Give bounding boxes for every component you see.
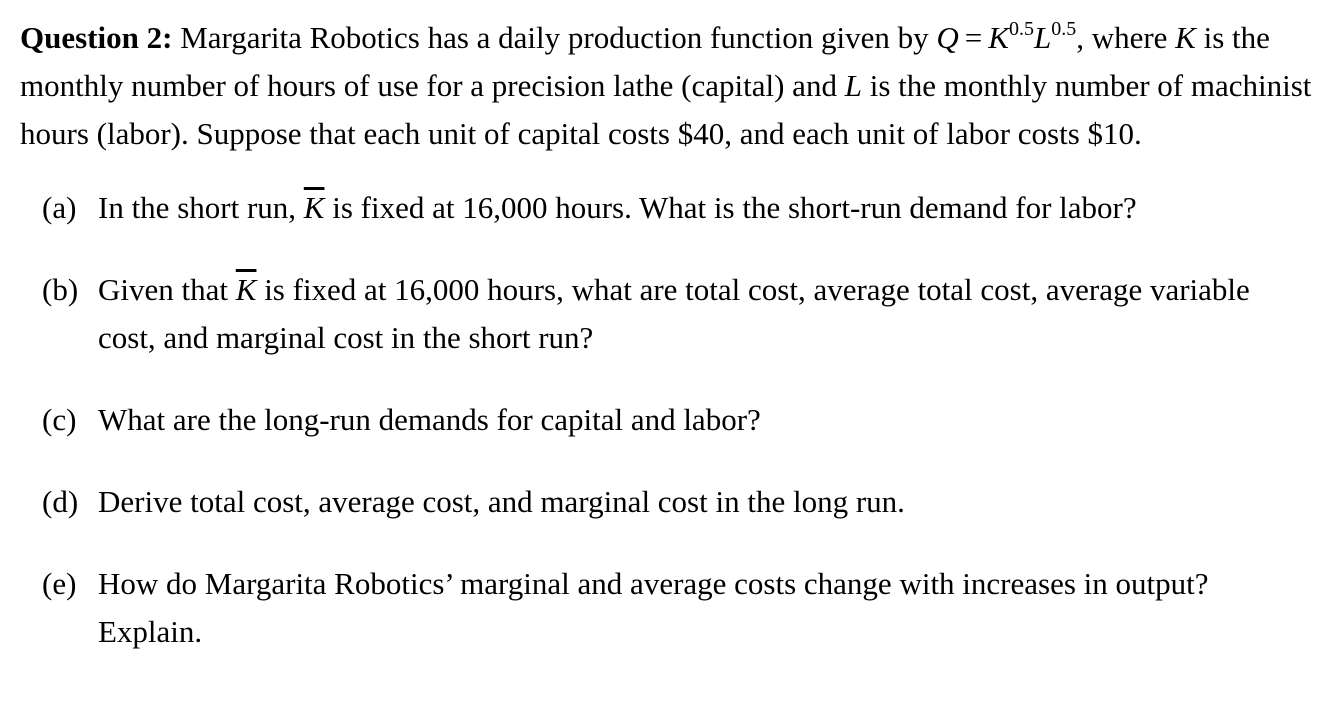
equation-equals: = bbox=[964, 20, 983, 55]
text-is-the: is the bbox=[869, 68, 937, 103]
part-b-pre: Given that bbox=[98, 272, 228, 307]
equation-comma: , bbox=[1076, 20, 1084, 55]
part-e bbox=[20, 560, 1315, 656]
part-a bbox=[20, 184, 1315, 232]
variable-l: L bbox=[844, 68, 862, 103]
document bbox=[20, 14, 1315, 656]
part-d bbox=[20, 478, 1315, 526]
text-labor: monthly number of machinist hours (labor). Suppose that each unit of capital costs $40, bbox=[20, 68, 1312, 151]
part-e-label: (e) bbox=[42, 566, 77, 601]
part-b bbox=[20, 266, 1315, 362]
question-intro: Margarita Robotics has a daily production function given by bbox=[180, 20, 929, 55]
equation-l: L bbox=[1033, 20, 1052, 55]
part-a-pre: In the short run, bbox=[98, 190, 297, 225]
part-a-label: (a) bbox=[42, 190, 77, 225]
variable-k: K bbox=[1175, 20, 1196, 55]
part-a-kbar: $\overline{K}$ bbox=[303, 190, 325, 225]
part-b-kbar: $\overline{K}$ bbox=[235, 272, 257, 307]
text-where: where bbox=[1091, 20, 1168, 55]
equation-k-exponent: 0.5 bbox=[1008, 18, 1034, 40]
equation-q: Q bbox=[936, 20, 959, 55]
text-costs: and each unit of labor costs $10. bbox=[739, 116, 1142, 151]
part-d-text: Derive total cost, average cost, and marginal cost in the long run. bbox=[98, 484, 905, 519]
part-d-label: (d) bbox=[42, 484, 79, 519]
part-b-label: (b) bbox=[42, 272, 79, 307]
text-capital: is the monthly number of hours of use for a precision lathe (capital) and bbox=[20, 20, 1270, 103]
part-b-post: is fixed at 16,000 hours, what are total cost, average total cost, average variable cost, and marginal cost in the short run? bbox=[98, 272, 1250, 355]
equation-k: K bbox=[988, 20, 1009, 55]
part-c-label: (c) bbox=[42, 402, 77, 437]
question-parts bbox=[20, 184, 1315, 656]
question-paragraph bbox=[20, 14, 1315, 158]
question-label: Question 2: bbox=[20, 20, 173, 55]
part-c bbox=[20, 396, 1315, 444]
equation-l-exponent: 0.5 bbox=[1051, 18, 1077, 40]
part-a-post: is fixed at 16,000 hours. What is the short-run demand for labor? bbox=[332, 190, 1137, 225]
part-c-text: What are the long-run demands for capital and labor? bbox=[98, 402, 761, 437]
part-e-text: How do Margarita Robotics’ marginal and average costs change with increases in output? Explain. bbox=[98, 566, 1209, 649]
